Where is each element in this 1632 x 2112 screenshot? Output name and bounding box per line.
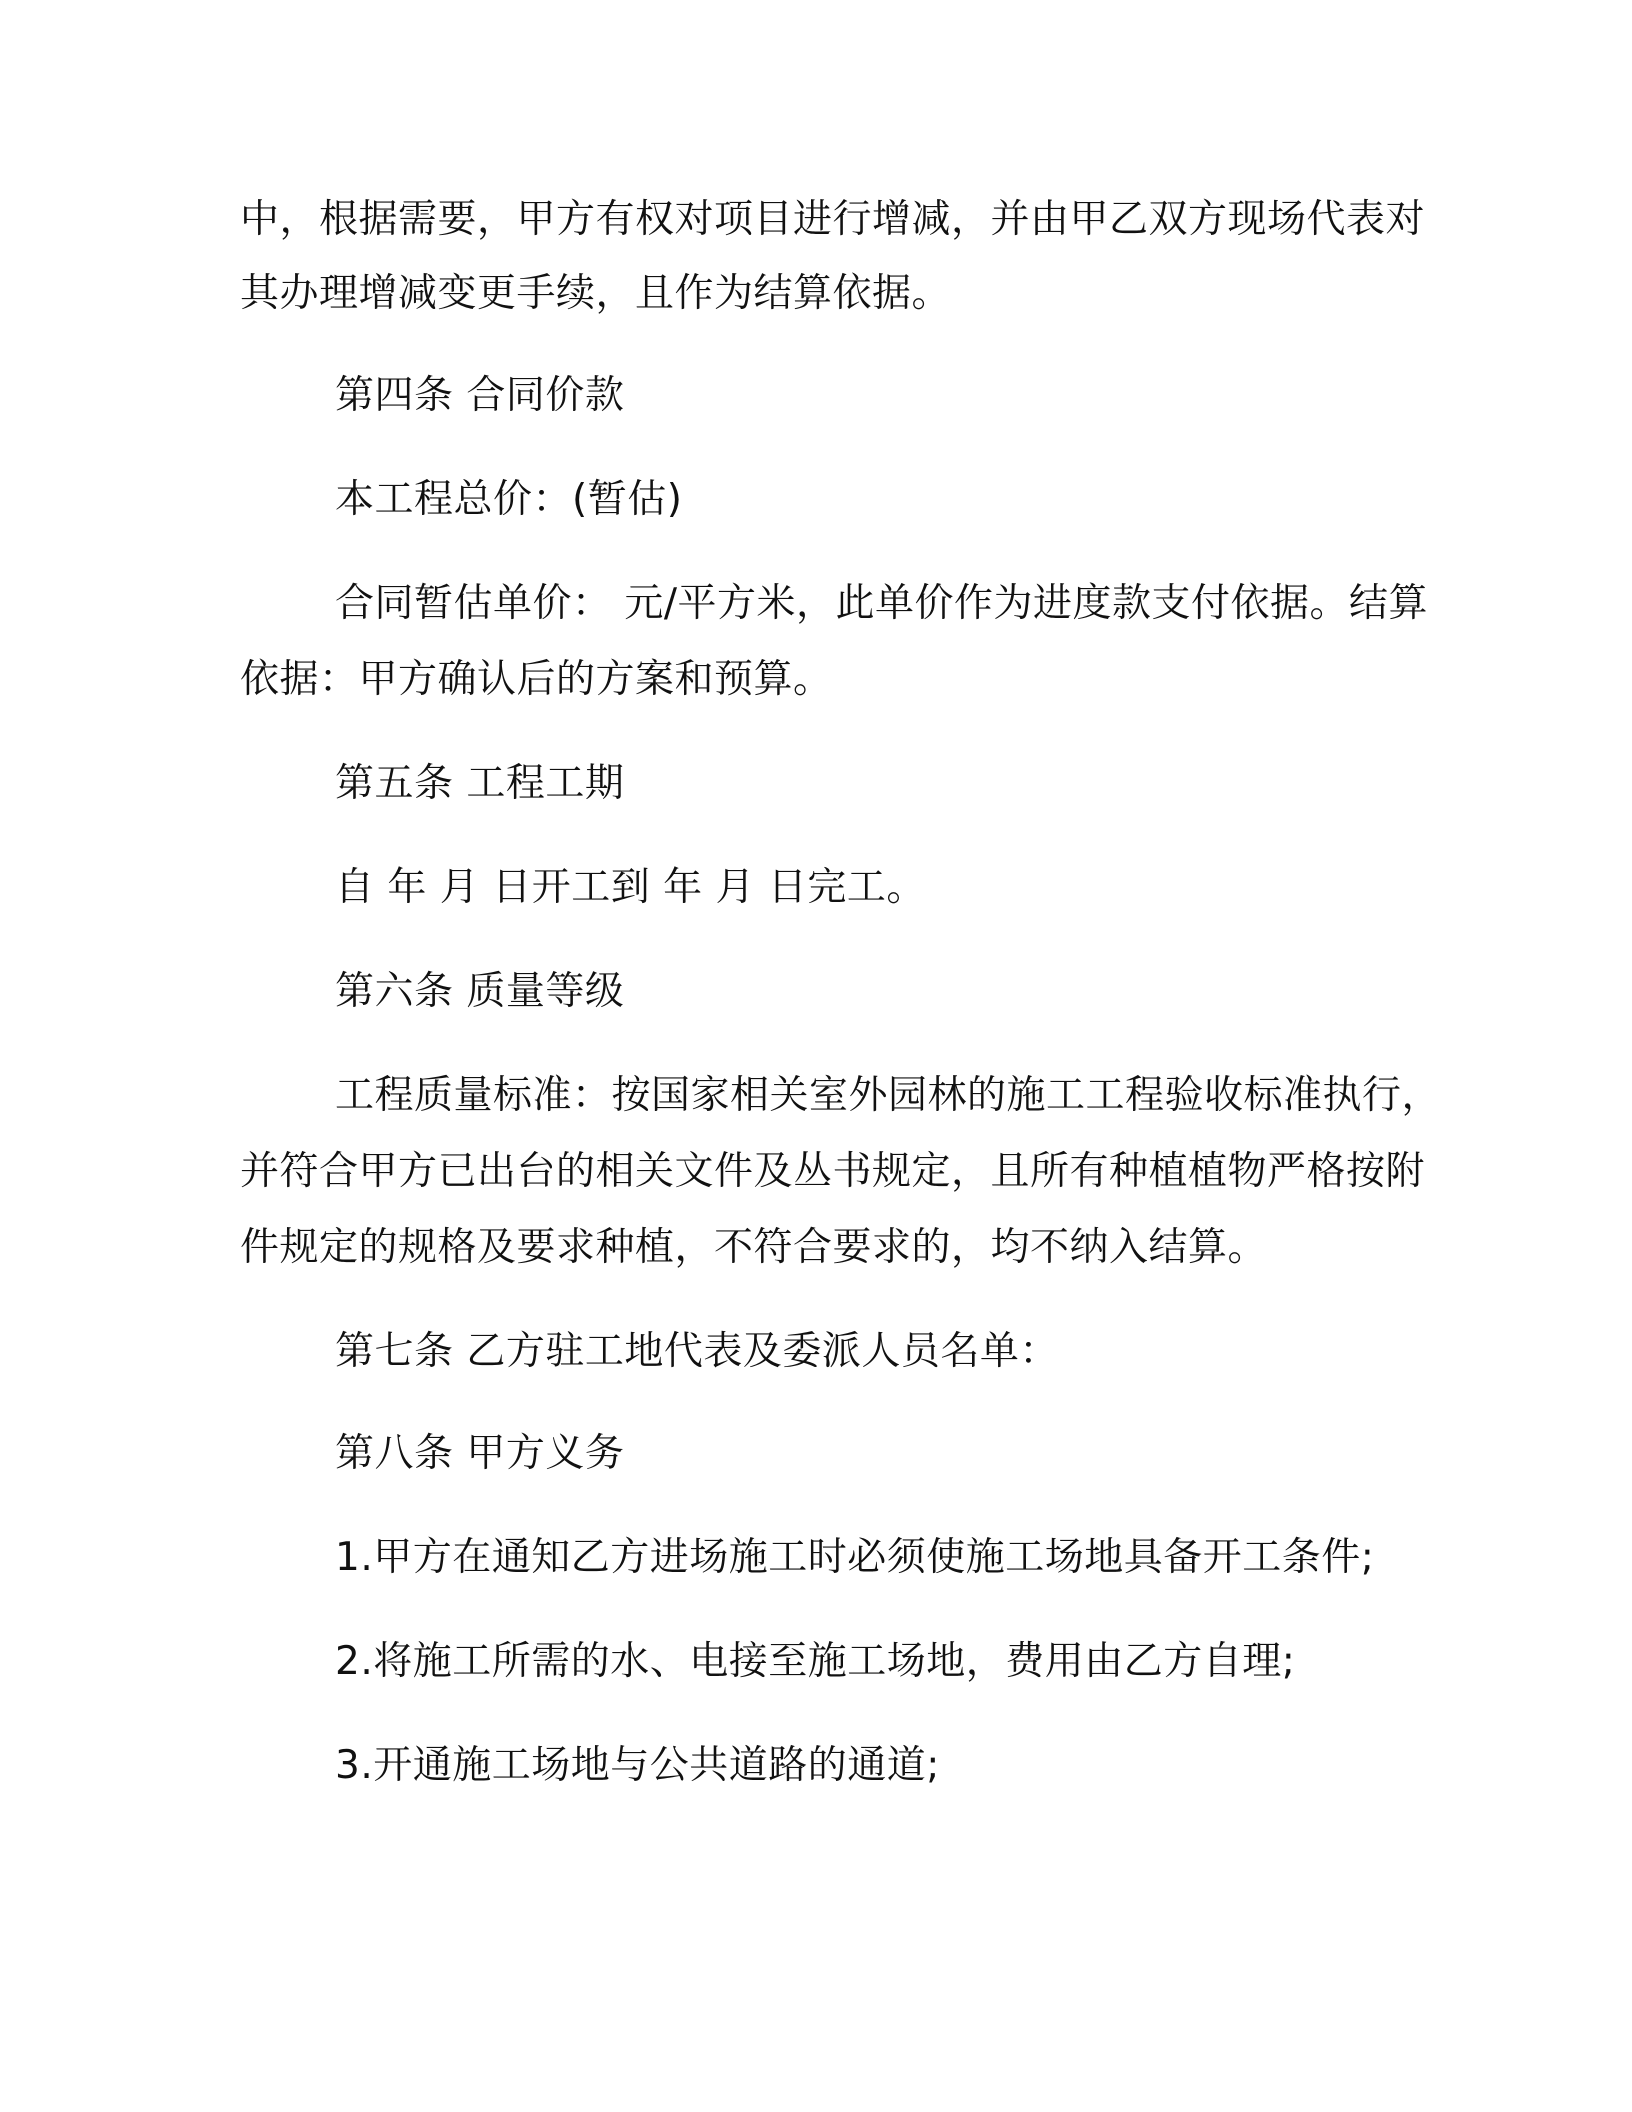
- list-item: 2.将施工所需的水、电接至施工场地，费用由乙方自理;: [335, 1639, 1296, 1684]
- paragraph-line: 工程质量标准：按国家相关室外园林的施工工程验收标准执行，: [335, 1073, 1442, 1118]
- list-item: 3.开通施工场地与公共道路的通道;: [335, 1743, 940, 1788]
- paragraph-line: 其办理增减变更手续，且作为结算依据。: [240, 271, 952, 316]
- paragraph-line: 并符合甲方已出台的相关文件及丛书规定，且所有种植植物严格按附: [240, 1149, 1426, 1194]
- paragraph-line: 中，根据需要，甲方有权对项目进行增减，并由甲乙双方现场代表对: [240, 197, 1426, 242]
- paragraph-line: 件规定的规格及要求种植，不符合要求的，均不纳入结算。: [240, 1225, 1268, 1270]
- article-heading: 第七条 乙方驻工地代表及委派人员名单：: [335, 1329, 1059, 1374]
- article-heading: 第四条 合同价款: [335, 373, 625, 418]
- article-heading: 第五条 工程工期: [335, 761, 625, 806]
- paragraph-line: 自 年 月 日开工到 年 月 日完工。: [335, 865, 926, 910]
- list-item: 1.甲方在通知乙方进场施工时必须使施工场地具备开工条件;: [335, 1535, 1375, 1580]
- paragraph-line: 本工程总价：(暂估): [335, 477, 683, 522]
- paragraph-line: 合同暂估单价： 元/平方米，此单价作为进度款支付依据。结算: [335, 581, 1429, 626]
- article-heading: 第六条 质量等级: [335, 969, 625, 1014]
- paragraph-line: 依据：甲方确认后的方案和预算。: [240, 657, 833, 702]
- article-heading: 第八条 甲方义务: [335, 1431, 625, 1476]
